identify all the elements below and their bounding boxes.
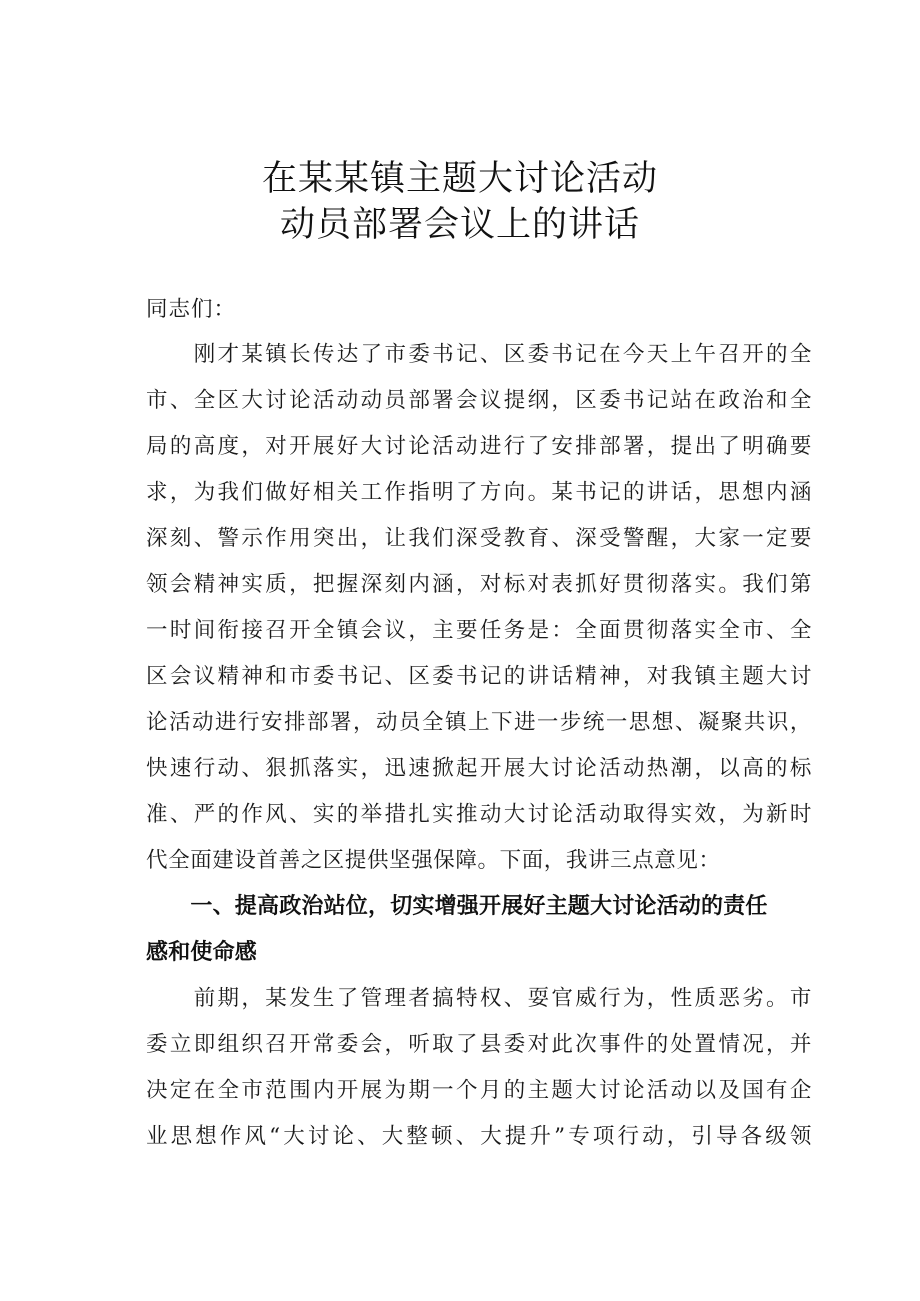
paragraph-line: 刚才某镇长传达了市委书记、区委书记在今天上午召开的全 (146, 342, 812, 367)
paragraph-line: 决定在全市范围内开展为期一个月的主题大讨论活动以及国有企 (146, 1078, 812, 1103)
paragraph-line: 委立即组织召开常委会，听取了县委对此次事件的处置情况，并 (146, 1032, 812, 1057)
section-heading-line: 感和使命感 (146, 940, 258, 965)
document-title-line-1: 在某某镇主题大讨论活动 (261, 159, 658, 199)
paragraph-line: 快速行动、狠抓落实，迅速掀起开展大讨论活动热潮，以高的标 (146, 756, 812, 781)
paragraph-line: 论活动进行安排部署，动员全镇上下进一步统一思想、凝聚共识， (146, 710, 812, 735)
paragraph-line: 代全面建设首善之区提供坚强保障。下面，我讲三点意见： (146, 848, 721, 873)
paragraph-line: 深刻、警示作用突出，让我们深受教育、深受警醒，大家一定要 (146, 526, 812, 551)
paragraph-line: 区会议精神和市委书记、区委书记的讲话精神，对我镇主题大讨 (146, 664, 812, 689)
paragraph-line: 一时间衔接召开全镇会议，主要任务是：全面贯彻落实全市、全 (146, 618, 812, 643)
section-heading-line: 一、提高政治站位，切实增强开展好主题大讨论活动的责任 (146, 894, 768, 919)
paragraph-line: 前期，某发生了管理者搞特权、耍官威行为，性质恶劣。市 (146, 986, 812, 1011)
paragraph-line: 准、严的作风、实的举措扎实推动大讨论活动取得实效，为新时 (146, 802, 812, 827)
paragraph-line: 领会精神实质，把握深刻内涵，对标对表抓好贯彻落实。我们第 (146, 572, 812, 597)
paragraph-line: 局的高度，对开展好大讨论活动进行了安排部署，提出了明确要 (146, 434, 812, 459)
document-title-line-2: 动员部署会议上的讲话 (279, 205, 640, 245)
paragraph-line: 求，为我们做好相关工作指明了方向。某书记的讲话，思想内涵 (146, 480, 812, 505)
paragraph-line: 业思想作风“大讨论、大整顿、大提升”专项行动，引导各级领 (146, 1124, 812, 1149)
salutation: 同志们： (146, 297, 237, 322)
paragraph-line: 市、全区大讨论活动动员部署会议提纲，区委书记站在政治和全 (146, 388, 812, 413)
